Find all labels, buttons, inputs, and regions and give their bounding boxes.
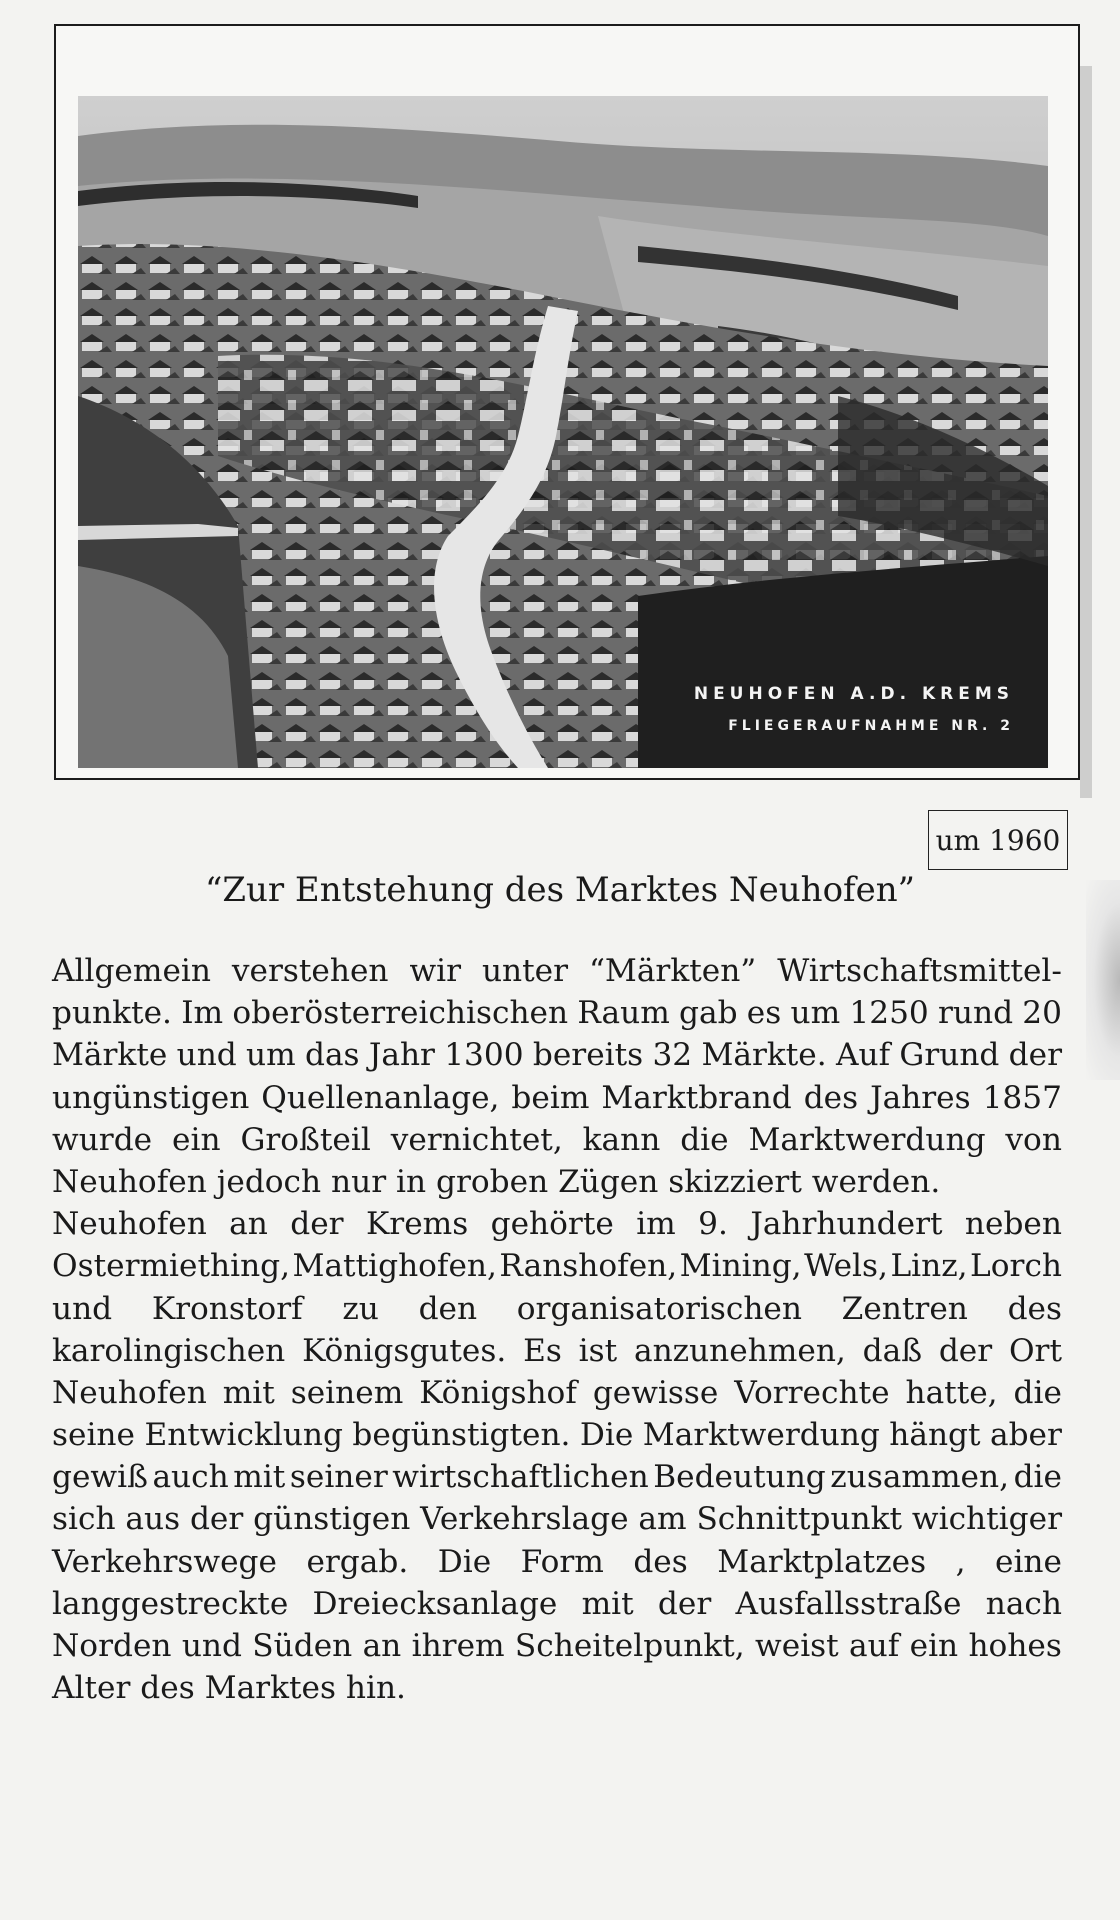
- aerial-photo-image: [78, 96, 1048, 768]
- body-word: zu: [342, 1290, 379, 1327]
- body-word: Mining,: [679, 1248, 802, 1285]
- body-line: Neuhofen jedoch nur in groben Zügen skizziert werden.: [52, 1163, 941, 1200]
- body-line: [52, 1034, 1062, 1076]
- body-word: aus: [125, 1501, 181, 1538]
- body-word: im: [636, 1206, 676, 1243]
- body-word: 20: [1022, 995, 1062, 1032]
- body-word: 32: [652, 1037, 693, 1074]
- photo-caption-title: NEUHOFEN A.D. KREMS: [693, 684, 1014, 704]
- body-word: an: [229, 1206, 268, 1243]
- body-word: aber: [990, 1417, 1062, 1454]
- body-word: Schnittpunkt: [696, 1501, 903, 1538]
- body-word: auch: [152, 1459, 229, 1496]
- body-word: Quellenanlage,: [261, 1079, 500, 1116]
- body-word: langgestreckte: [52, 1585, 289, 1622]
- body-word: Marktwerdung: [748, 1121, 986, 1158]
- body-word: am: [638, 1501, 687, 1538]
- body-word: Im: [181, 995, 224, 1032]
- body-word: Vorrechte: [734, 1374, 890, 1411]
- body-word: 1300: [444, 1037, 524, 1074]
- body-word: Es: [523, 1332, 562, 1369]
- page-edge-shadow: [1086, 880, 1120, 1080]
- body-line: [52, 1498, 1062, 1540]
- body-line: [52, 1541, 1062, 1583]
- body-word: anzunehmen,: [633, 1332, 846, 1369]
- body-word: seiner: [289, 1459, 388, 1496]
- year-badge: um 1960: [928, 810, 1068, 870]
- body-word: Marktplatzes: [717, 1543, 927, 1580]
- body-word: Wirtschaftsmittel-: [777, 953, 1062, 989]
- body-word: mit: [222, 1374, 275, 1411]
- body-word: eine: [994, 1543, 1062, 1580]
- body-word: Verkehrslage: [420, 1501, 629, 1538]
- body-word: ergab.: [306, 1543, 409, 1580]
- body-word: günstigen: [253, 1501, 411, 1538]
- body-word: Die: [437, 1543, 492, 1580]
- body-word: zusammen,: [830, 1459, 1010, 1496]
- body-word: hohes: [968, 1628, 1062, 1664]
- body-word: der: [938, 1332, 993, 1369]
- body-word: ihrem: [411, 1628, 505, 1664]
- body-word: auf: [849, 1628, 900, 1664]
- body-word: der: [290, 1206, 344, 1243]
- body-word: weist: [755, 1628, 839, 1664]
- body-word: die: [1013, 1459, 1062, 1496]
- body-word: 1250: [849, 995, 929, 1032]
- body-word: Norden: [52, 1628, 172, 1664]
- body-word: Wels,: [804, 1248, 888, 1285]
- body-line: [52, 1414, 1062, 1456]
- body-word: daß: [862, 1332, 923, 1369]
- body-word: oberösterreichischen: [232, 995, 569, 1032]
- body-word: ein: [909, 1628, 959, 1664]
- body-word: um: [790, 995, 841, 1032]
- body-word: der: [1008, 1037, 1062, 1074]
- body-word: beim: [511, 1079, 590, 1116]
- body-word: Verkehrswege: [52, 1543, 277, 1580]
- body-word: Neuhofen: [52, 1206, 207, 1243]
- body-word: ist: [578, 1332, 618, 1369]
- body-word: des: [1007, 1290, 1062, 1327]
- body-word: den: [418, 1290, 478, 1327]
- body-word: an: [362, 1628, 402, 1664]
- body-word: Auf: [835, 1037, 891, 1074]
- body-word: die: [680, 1121, 729, 1158]
- body-line: [52, 1077, 1062, 1119]
- photo-frame: [54, 24, 1080, 780]
- body-word: wir: [409, 953, 462, 989]
- body-word: karolingischen: [52, 1332, 286, 1369]
- body-word: gewisse: [592, 1374, 719, 1411]
- body-word: Marktbrand: [601, 1079, 792, 1116]
- body-word: Märkte: [52, 1037, 168, 1074]
- body-word: der: [189, 1501, 244, 1538]
- body-word: gehörte: [490, 1206, 614, 1243]
- body-word: kann: [582, 1121, 661, 1158]
- body-word: 9.: [698, 1206, 728, 1243]
- body-line: [52, 1583, 1062, 1625]
- body-word: Entwicklung: [144, 1417, 343, 1454]
- body-word: Raum: [577, 995, 670, 1032]
- body-word: Zentren: [841, 1290, 968, 1327]
- body-line: [52, 1372, 1062, 1414]
- body-line: [52, 1203, 1062, 1245]
- body-word: der: [657, 1585, 712, 1622]
- body-word: verstehen: [231, 953, 389, 989]
- article-title: “Zur Entstehung des Marktes Neuhofen”: [204, 870, 916, 910]
- body-word: unter: [481, 953, 569, 989]
- body-word: um: [246, 1037, 296, 1074]
- body-word: punkte.: [52, 995, 172, 1032]
- body-word: Märkte.: [701, 1037, 827, 1074]
- body-word: und: [181, 1628, 242, 1664]
- body-line: [52, 992, 1062, 1034]
- body-word: Kronstorf: [151, 1290, 303, 1327]
- aerial-photo: [78, 96, 1048, 768]
- body-word: Süden: [252, 1628, 353, 1664]
- body-word: Grund: [899, 1037, 1000, 1074]
- body-word: Neuhofen: [52, 1374, 207, 1411]
- body-word: ein: [172, 1121, 221, 1158]
- article-body: [52, 950, 1062, 1709]
- body-word: gab: [679, 995, 738, 1032]
- body-word: Krems: [365, 1206, 469, 1243]
- body-word: hängt: [889, 1417, 981, 1454]
- body-word: Großteil: [240, 1121, 371, 1158]
- body-word: mit: [233, 1459, 286, 1496]
- body-word: Königshof: [419, 1374, 577, 1411]
- body-word: und: [176, 1037, 237, 1074]
- body-word: Die: [579, 1417, 634, 1454]
- body-word: Ostermiething,: [52, 1248, 291, 1285]
- body-word: des: [803, 1079, 859, 1116]
- body-word: organisatorischen: [516, 1290, 802, 1327]
- body-line: Alter des Marktes hin.: [52, 1670, 406, 1707]
- body-word: gewiß: [52, 1459, 148, 1496]
- body-word: Bedeutung: [653, 1459, 826, 1496]
- body-word: Scheitelpunkt,: [514, 1628, 745, 1664]
- body-word: hatte,: [905, 1374, 998, 1411]
- body-word: seinem: [290, 1374, 404, 1411]
- body-word: Linz,: [890, 1248, 968, 1285]
- body-word: Mattighofen,: [292, 1248, 497, 1285]
- body-word: seine: [52, 1417, 135, 1454]
- body-word: sich: [52, 1501, 116, 1538]
- body-word: Jahres: [870, 1079, 971, 1116]
- body-word: Marktwerdung: [642, 1417, 880, 1454]
- body-word: “Märkten”: [588, 953, 757, 989]
- body-word: nach: [985, 1585, 1062, 1622]
- photo-caption-subtitle: FLIEGERAUFNAHME NR. 2: [728, 718, 1014, 734]
- body-word: Lorch: [970, 1248, 1062, 1285]
- body-word: Königsgutes.: [302, 1332, 507, 1369]
- body-word: ungünstigen: [52, 1079, 250, 1116]
- body-word: Dreiecksanlage: [312, 1585, 558, 1622]
- body-word: 1857: [982, 1079, 1062, 1116]
- body-word: Ausfallsstraße: [735, 1585, 962, 1622]
- body-word: bereits: [532, 1037, 644, 1074]
- body-word: die: [1013, 1374, 1062, 1411]
- body-word: ,: [955, 1543, 966, 1580]
- body-word: Jahr: [368, 1037, 435, 1074]
- body-word: wirtschaftlichen: [392, 1459, 649, 1496]
- body-word: des: [633, 1543, 688, 1580]
- body-word: und: [52, 1290, 113, 1327]
- body-word: das: [304, 1037, 360, 1074]
- body-word: von: [1005, 1121, 1062, 1158]
- body-line: [52, 1456, 1062, 1498]
- body-line: [52, 1119, 1062, 1161]
- body-line: [52, 950, 1062, 992]
- body-word: Ort: [1008, 1332, 1062, 1369]
- body-line: [52, 1625, 1062, 1667]
- body-line: [52, 1288, 1062, 1330]
- body-word: Jahrhundert: [750, 1206, 943, 1243]
- body-word: es: [746, 995, 782, 1032]
- body-line: [52, 1245, 1062, 1287]
- body-word: Allgemein: [52, 953, 211, 989]
- body-word: begünstigten.: [352, 1417, 571, 1454]
- body-line: [52, 1330, 1062, 1372]
- body-word: rund: [938, 995, 1014, 1032]
- body-word: neben: [964, 1206, 1062, 1243]
- body-word: Ranshofen,: [499, 1248, 678, 1285]
- body-word: Form: [520, 1543, 604, 1580]
- body-word: vernichtet,: [390, 1121, 563, 1158]
- body-word: wichtiger: [911, 1501, 1062, 1538]
- body-word: wurde: [52, 1121, 153, 1158]
- body-word: mit: [581, 1585, 634, 1622]
